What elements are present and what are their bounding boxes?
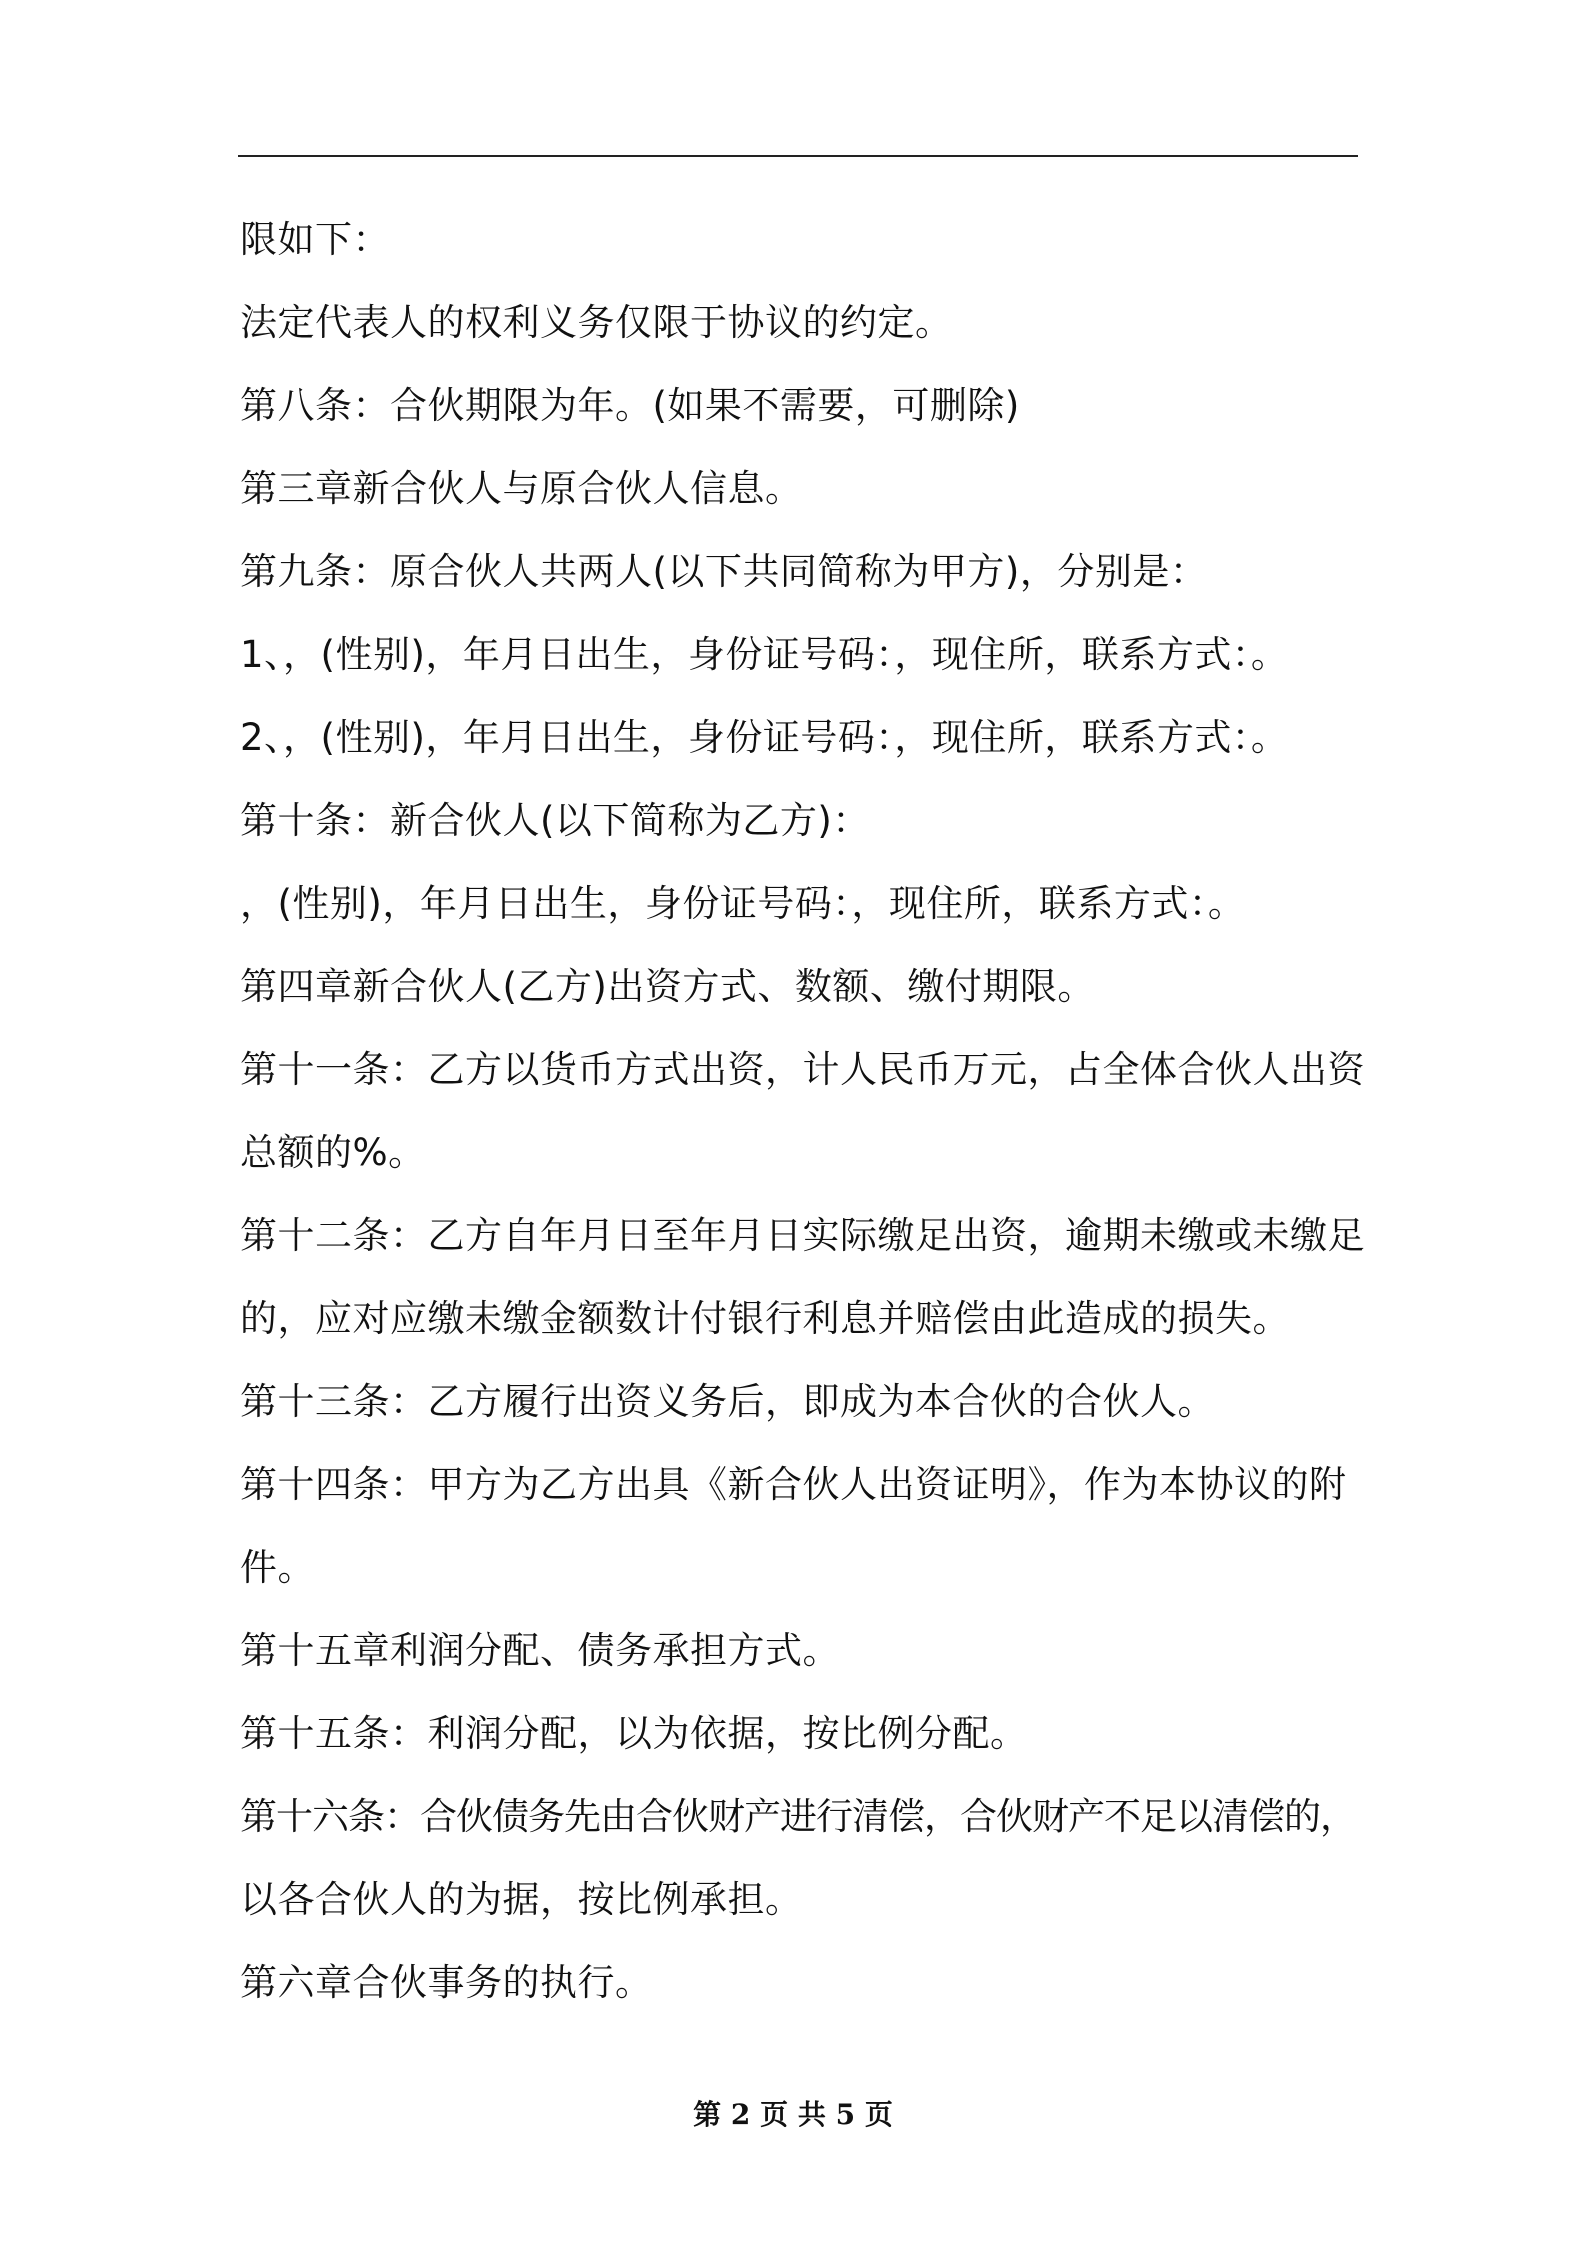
text-line: 第十条：新合伙人(以下简称为乙方)： [240, 799, 870, 842]
document-body [240, 198, 1365, 2024]
text-line: 第八条：合伙期限为年。(如果不需要，可删除) [240, 384, 1020, 427]
text-line: 法定代表人的权利义务仅限于协议的约定。 [240, 301, 953, 344]
text-line: 第十一条：乙方以货币方式出资，计人民币万元，占全体合伙人出资 [240, 1048, 1365, 1091]
text-line: 的，应对应缴未缴金额数计付银行利息并赔偿由此造成的损失。 [240, 1297, 1290, 1340]
text-line: 总额的%。 [240, 1131, 426, 1174]
header-rule [238, 155, 1358, 157]
page-number: 第 2 页 共 5 页 [693, 2098, 893, 2131]
chapter-heading: 第十五章利润分配、债务承担方式。 [240, 1629, 840, 1672]
chapter-heading: 第三章新合伙人与原合伙人信息。 [240, 467, 803, 510]
text-line: ，(性别)，年月日出生，身份证号码：，现住所，联系方式：。 [240, 882, 1246, 925]
text-line: 第十三条：乙方履行出资义务后，即成为本合伙的合伙人。 [240, 1380, 1215, 1423]
text-line: 件。 [240, 1546, 315, 1589]
text-line: 第十六条：合伙债务先由合伙财产进行清偿，合伙财产不足以清偿的， [240, 1795, 1356, 1838]
text-line: 限如下： [240, 218, 390, 261]
text-line: 第九条：原合伙人共两人(以下共同简称为甲方)，分别是： [240, 550, 1208, 593]
chapter-heading: 第六章合伙事务的执行。 [240, 1961, 653, 2004]
chapter-heading: 第四章新合伙人(乙方)出资方式、数额、缴付期限。 [240, 965, 1095, 1008]
text-line: 2、，(性别)，年月日出生，身份证号码：，现住所，联系方式：。 [240, 716, 1289, 759]
text-line: 第十五条：利润分配，以为依据，按比例分配。 [240, 1712, 1028, 1755]
text-line: 第十二条：乙方自年月日至年月日实际缴足出资，逾期未缴或未缴足 [240, 1214, 1365, 1257]
text-line: 第十四条：甲方为乙方出具《新合伙人出资证明》，作为本协议的附 [240, 1463, 1347, 1506]
text-line: 1、，(性别)，年月日出生，身份证号码：，现住所，联系方式：。 [240, 633, 1289, 676]
text-line: 以各合伙人的为据，按比例承担。 [240, 1878, 803, 1921]
